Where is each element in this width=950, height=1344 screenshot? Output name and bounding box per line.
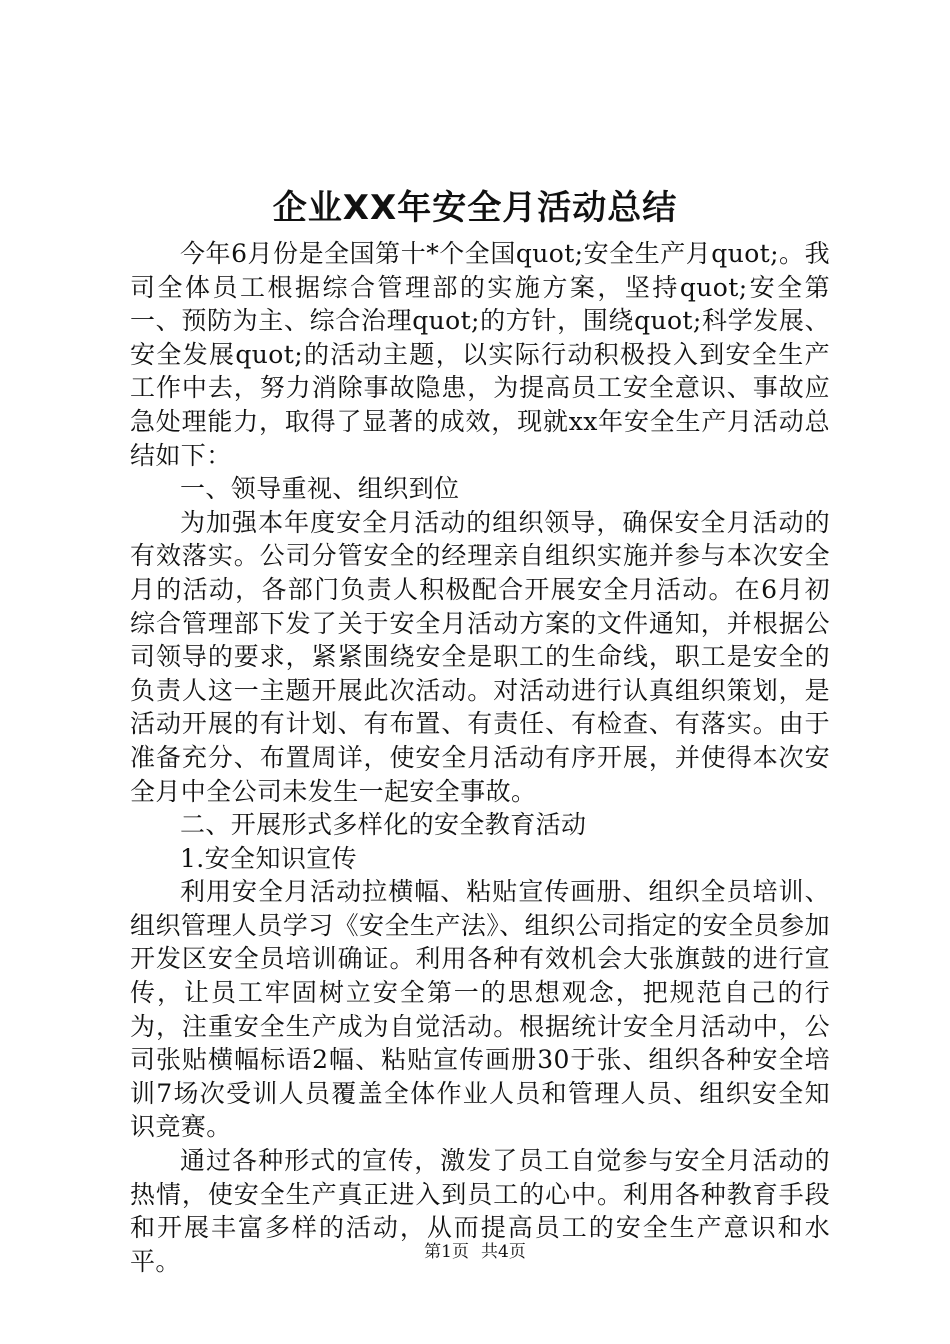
subsection-heading-1: 1.安全知识宣传 — [180, 843, 358, 873]
paragraph-leadership: 为加强本年度安全月活动的组织领导，确保安全月活动的有效落实。公司分管安全的经理亲自组织实施并参与本次安全月的活动，各部门负责人积极配合开展安全月活动。在6月初综合管理部下发了关于安全月活动方案的文件通知，并根据公司领导的要求，紧紧围绕安全是职工的生命线，职工是安全的负责人这一主题开展此次活动。对活动进行认真组织策划，是活动开展的有计划、有布置、有责任、有检查、有落实。由于准备充分、布置周详，使安全月活动有序开展，并使得本次安全月中全公司未发生一起安全事故。 — [130, 507, 830, 806]
paragraph-publicity: 利用安全月活动拉横幅、粘贴宣传画册、组织全员培训、组织管理人员学习《安全生产法》、组织公司指定的安全员参加开发区安全员培训确证。利用各种有效机会大张旗鼓的进行宣传，让员工牢固树立安全第一的思想观念，把规范自己的行为，注重安全生产成为自觉活动。根据统计安全月活动中，公司张贴横幅标语2幅、粘贴宣传画册30于张、组织各种安全培训7场次受训人员覆盖全体作业人员和管理人员、组织安全知识竞赛。 — [130, 877, 830, 1142]
paragraph-intro: 今年6月份是全国第十*个全国quot;安全生产月quot;。我司全体员工根据综合管理部的实施方案，坚持quot;安全第一、预防为主、综合治理quot;的方针，围绕quot;科学发展、安全发展quot;的活动主题，以实际行动积极投入到安全生产工作中去，努力消除事故隐患，为提高员工安全意识、事故应急处理能力，取得了显著的成效，现就xx年安全生产月活动总结如下： — [130, 239, 830, 470]
page-number: 第1页 — [424, 1242, 469, 1262]
page-footer — [0, 1240, 950, 1264]
page-total: 共4页 — [481, 1242, 526, 1262]
document-title: 企业XX年安全月活动总结 — [272, 188, 678, 228]
document-body — [130, 237, 830, 1278]
paragraph-outcome: 通过各种形式的宣传，激发了员工自觉参与安全月活动的热情，使安全生产真正进入到员工的心中。利用各种教育手段和开展丰富多样的活动，从而提高员工的安全生产意识和水平。 — [130, 1146, 830, 1276]
section-heading-1: 一、领导重视、组织到位 — [180, 474, 460, 504]
section-heading-2: 二、开展形式多样化的安全教育活动 — [180, 810, 587, 840]
